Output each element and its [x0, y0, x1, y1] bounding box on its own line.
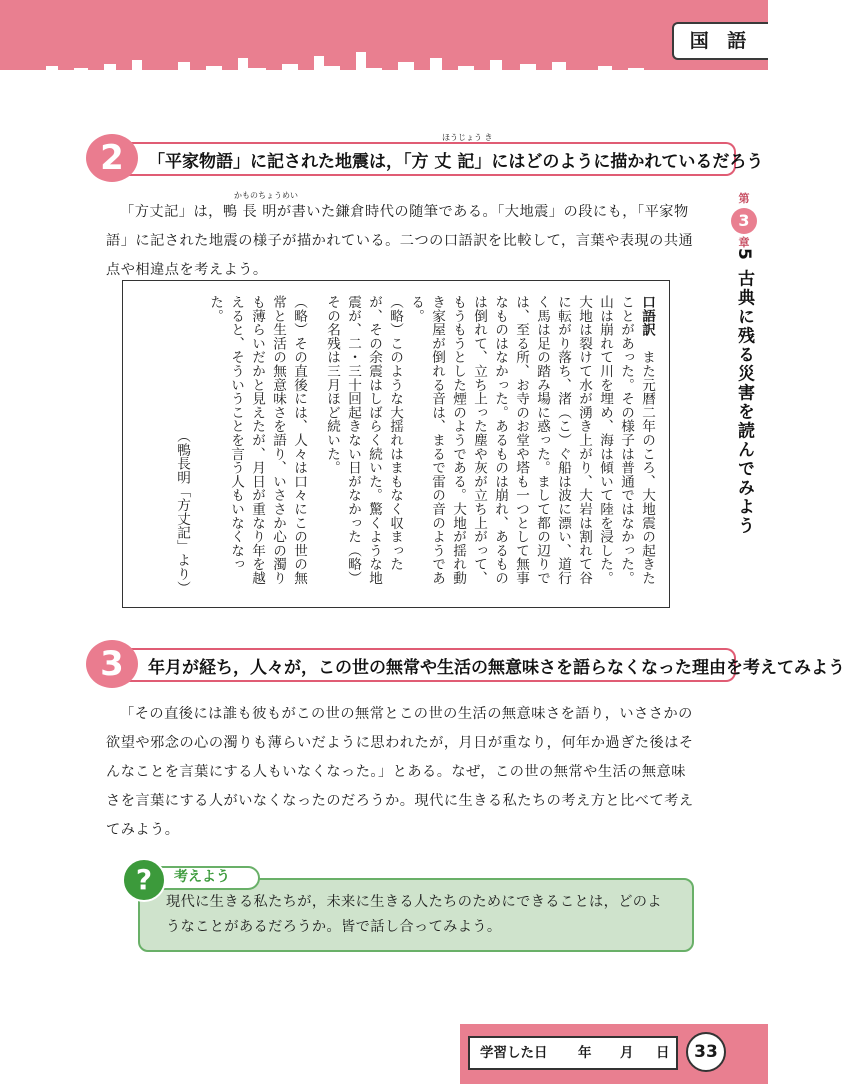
translation-paragraph-2: （略）このような大揺れはまもなく収まったが、その余震はしばらく続いた。驚くような地震が、二・三十回起きない日がなかった（略）その名残は三月ほど続いた。 — [324, 295, 403, 585]
section-3-title: 年月が経ち，人々が，この世の無常や生活の無意味さを語らなくなった理由を考えてみよう — [148, 658, 845, 678]
page-number: 33 — [686, 1032, 726, 1072]
section-2-intro: 「方丈記」は，鴨 長 明が書いた鎌倉時代の随筆である。「大地震」の段にも，「平家物語」に記された地震の様子が描かれている。二つの口語訳を比較して，言葉や表現の共通点や相違点を考えよう。 — [106, 204, 694, 278]
study-date-label: 学習した日 — [480, 1045, 548, 1061]
study-day-label: 日 — [656, 1045, 670, 1061]
skyline-decoration — [0, 48, 768, 88]
section-2-number: 2 — [86, 134, 138, 182]
translation-lead: 口語訳 — [639, 295, 655, 337]
section-3-text: 「その直後には誰も彼もがこの世の無常とこの世の生活の無意味さを語り，いささかの欲望や邪念の心の濁りも薄らいだように思われたが，月日が重なり，何年か過ぎた後はそんなことを言葉にする人もいなくなった。」とある。なぜ，この世の無常や生活の無意味さを言葉にする人がいなくなったのだろうか。現代に生きる私たちの考え方と比べて考えてみよう。 — [106, 706, 694, 838]
chapter-prefix: 第 — [738, 192, 750, 205]
translation-source: （鴨長明「方丈記」より） — [174, 429, 190, 595]
translation-paragraph-3: （略）その直後には、人々は口々にこの世の無常と生活の無意味さを語り、いささか心の濁りも薄らいだかと見えたが、月日が重なり年を越えると、そういうことを言う人もいなくなった。 — [207, 295, 307, 585]
think-label: 考えよう — [150, 866, 260, 890]
subject-label: 国 語 — [672, 22, 768, 60]
section-2-title: 「平家物語」に記された地震は，「方 丈 記」にはどのように描かれているだろう — [148, 152, 764, 172]
study-month-label: 月 — [620, 1045, 634, 1061]
section-3-number: 3 — [86, 640, 138, 688]
translation-text — [159, 295, 657, 595]
lesson-title: 5 古典に残る災害を読んでみよう — [734, 248, 754, 536]
think-text: 現代に生きる私たちが，未来に生きる人たちのためにできることは，どのようなことがあるだろうか。皆で話し合ってみよう。 — [166, 894, 662, 935]
chapter-suffix: 章 — [738, 236, 750, 249]
study-year-label: 年 — [578, 1045, 592, 1061]
translation-box — [122, 280, 670, 608]
study-date-box — [468, 1036, 678, 1070]
intro-ruby: かものちょうめい — [234, 191, 298, 200]
chapter-number: 3 — [731, 208, 757, 234]
chapter-marker — [729, 192, 759, 250]
section-2-ruby: ほうじょう き — [442, 133, 493, 142]
translation-paragraph-1: また元暦二年のころ、大地震の起きたことがあった。その様子は普通ではなかった。山は崩れて川を埋め、海は傾いて陸を浸した。大地は裂けて水が湧き上がり、大岩は割れて谷に転がり落ち、渚（こ）ぐ船は波に漂い、道行く馬は足の踏み場に惑った。まして都の辺りでは、至る所、お寺のお堂や塔も一つとして無事なものはなかった。あるものは崩れ、あるものは倒れて、立ち上った塵や灰が立ち上がって、もうもうとした煙のようである。大地が揺れ動き家屋が倒れる音は、まるで雷の音のようである。 — [408, 295, 655, 585]
question-icon: ? — [122, 858, 166, 902]
